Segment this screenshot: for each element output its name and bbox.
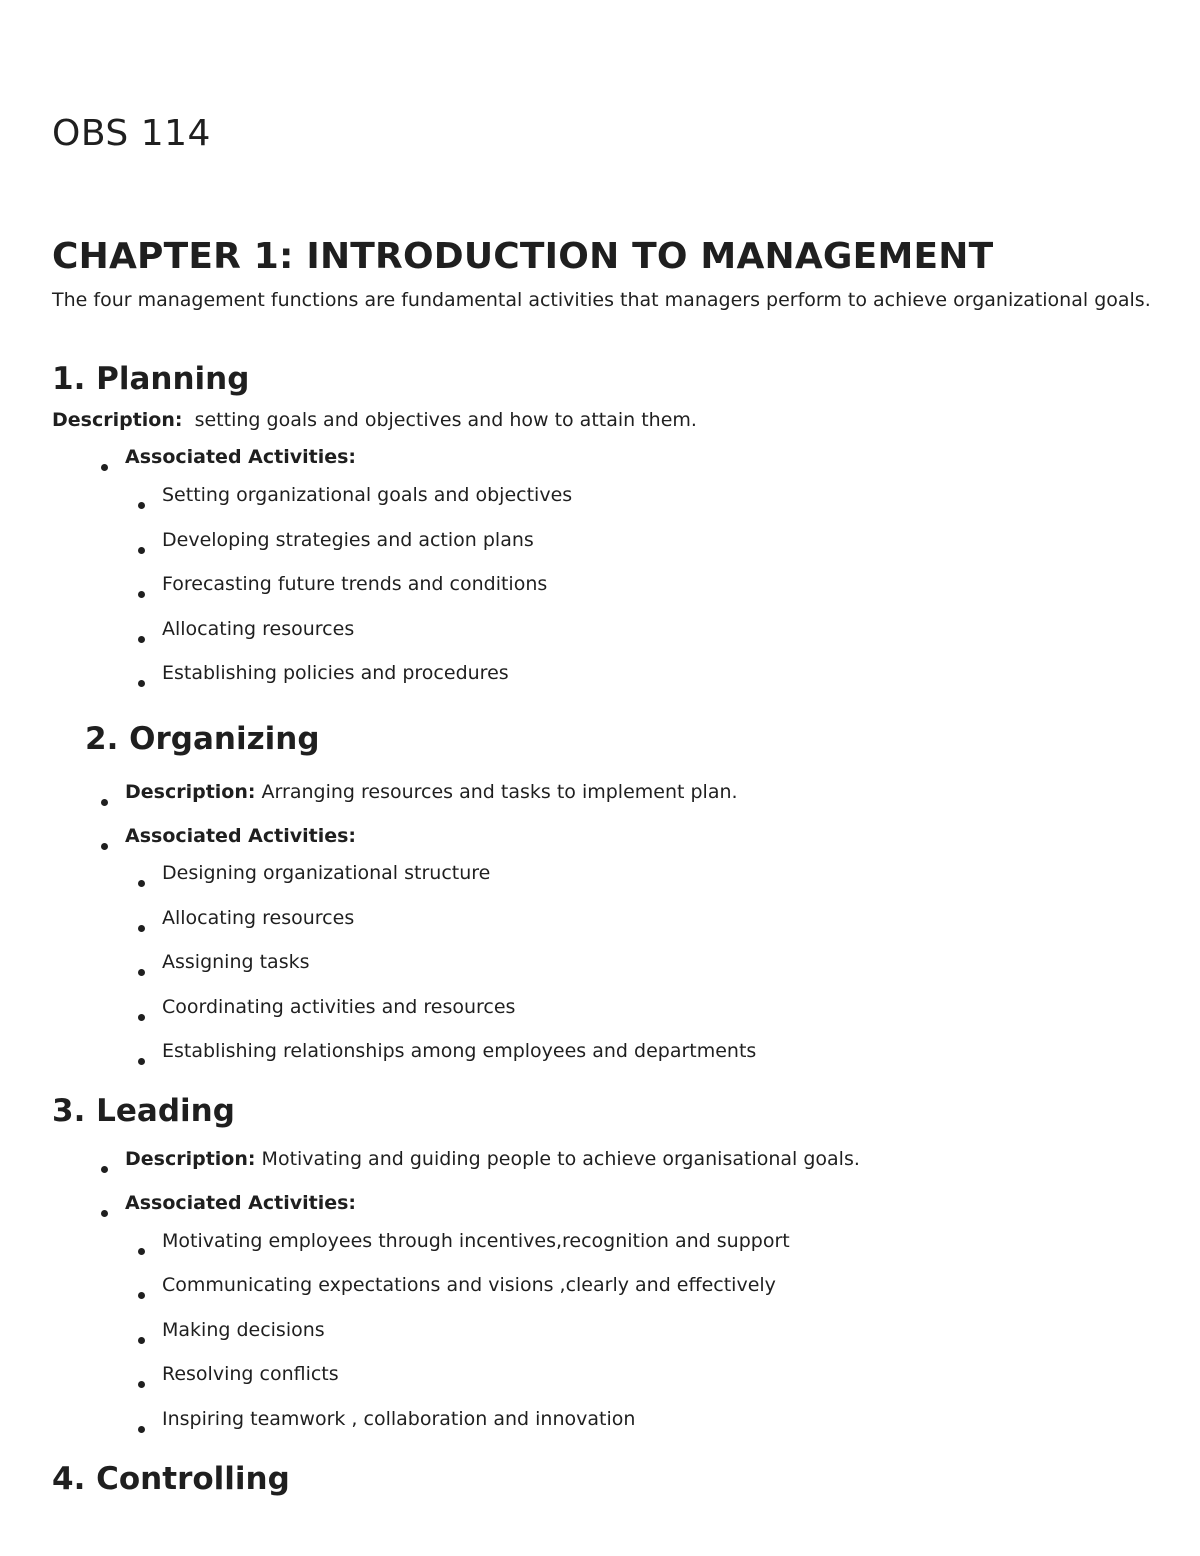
list-item: Motivating employees through incentives,recognition and support — [162, 1230, 790, 1252]
bullet-icon — [138, 502, 145, 509]
organizing-description — [125, 779, 738, 805]
course-title: OBS 114 — [52, 113, 211, 154]
planning-activities-label — [125, 444, 356, 470]
bullet-icon — [138, 1014, 145, 1021]
activities-label: Associated Activities: — [125, 446, 357, 468]
description-label: Description: — [125, 781, 256, 803]
list-item: Making decisions — [162, 1319, 325, 1341]
section-heading-organizing: 2. Organizing — [85, 721, 320, 757]
description-text: setting goals and objectives and how to attain them. — [194, 409, 697, 431]
list-item: Allocating resources — [162, 618, 355, 640]
section-heading-planning: 1. Planning — [52, 361, 250, 397]
bullet-icon — [138, 1337, 145, 1344]
description-label: Description: — [52, 409, 183, 431]
activities-label: Associated Activities: — [125, 825, 357, 847]
description-text: Arranging resources and tasks to implement plan. — [261, 781, 738, 803]
bullet-icon — [138, 1426, 145, 1433]
intro-paragraph: The four management functions are fundamental activities that managers perform to achieve organizational goals. — [52, 289, 1151, 311]
list-item: Establishing relationships among employees and departments — [162, 1040, 757, 1062]
description-text: Motivating and guiding people to achieve organisational goals. — [261, 1148, 860, 1170]
bullet-icon — [138, 636, 145, 643]
leading-description — [125, 1146, 860, 1172]
bullet-icon — [138, 680, 145, 687]
list-item: Communicating expectations and visions ,clearly and effectively — [162, 1274, 776, 1296]
list-item: Inspiring teamwork , collaboration and innovation — [162, 1408, 636, 1430]
activities-label: Associated Activities: — [125, 1192, 357, 1214]
bullet-icon — [101, 843, 108, 850]
bullet-icon — [101, 1210, 108, 1217]
list-item: Developing strategies and action plans — [162, 529, 534, 551]
list-item: Setting organizational goals and objectives — [162, 484, 573, 506]
bullet-icon — [101, 464, 108, 471]
planning-description — [52, 407, 697, 433]
bullet-icon — [138, 591, 145, 598]
bullet-icon — [101, 799, 108, 806]
leading-activities-label — [125, 1190, 356, 1216]
bullet-icon — [138, 1248, 145, 1255]
section-heading-controlling: 4. Controlling — [52, 1461, 290, 1497]
list-item: Designing organizational structure — [162, 862, 491, 884]
bullet-icon — [138, 1292, 145, 1299]
list-item: Allocating resources — [162, 907, 355, 929]
organizing-activities-label — [125, 823, 356, 849]
bullet-icon — [138, 547, 145, 554]
list-item: Assigning tasks — [162, 951, 310, 973]
description-label: Description: — [125, 1148, 256, 1170]
bullet-icon — [138, 925, 145, 932]
bullet-icon — [101, 1166, 108, 1173]
bullet-icon — [138, 880, 145, 887]
list-item: Resolving conflicts — [162, 1363, 339, 1385]
list-item: Establishing policies and procedures — [162, 662, 509, 684]
bullet-icon — [138, 969, 145, 976]
list-item: Coordinating activities and resources — [162, 996, 516, 1018]
bullet-icon — [138, 1381, 145, 1388]
chapter-title: CHAPTER 1: INTRODUCTION TO MANAGEMENT — [52, 236, 994, 277]
bullet-icon — [138, 1058, 145, 1065]
list-item: Forecasting future trends and conditions — [162, 573, 548, 595]
section-heading-leading: 3. Leading — [52, 1093, 235, 1129]
